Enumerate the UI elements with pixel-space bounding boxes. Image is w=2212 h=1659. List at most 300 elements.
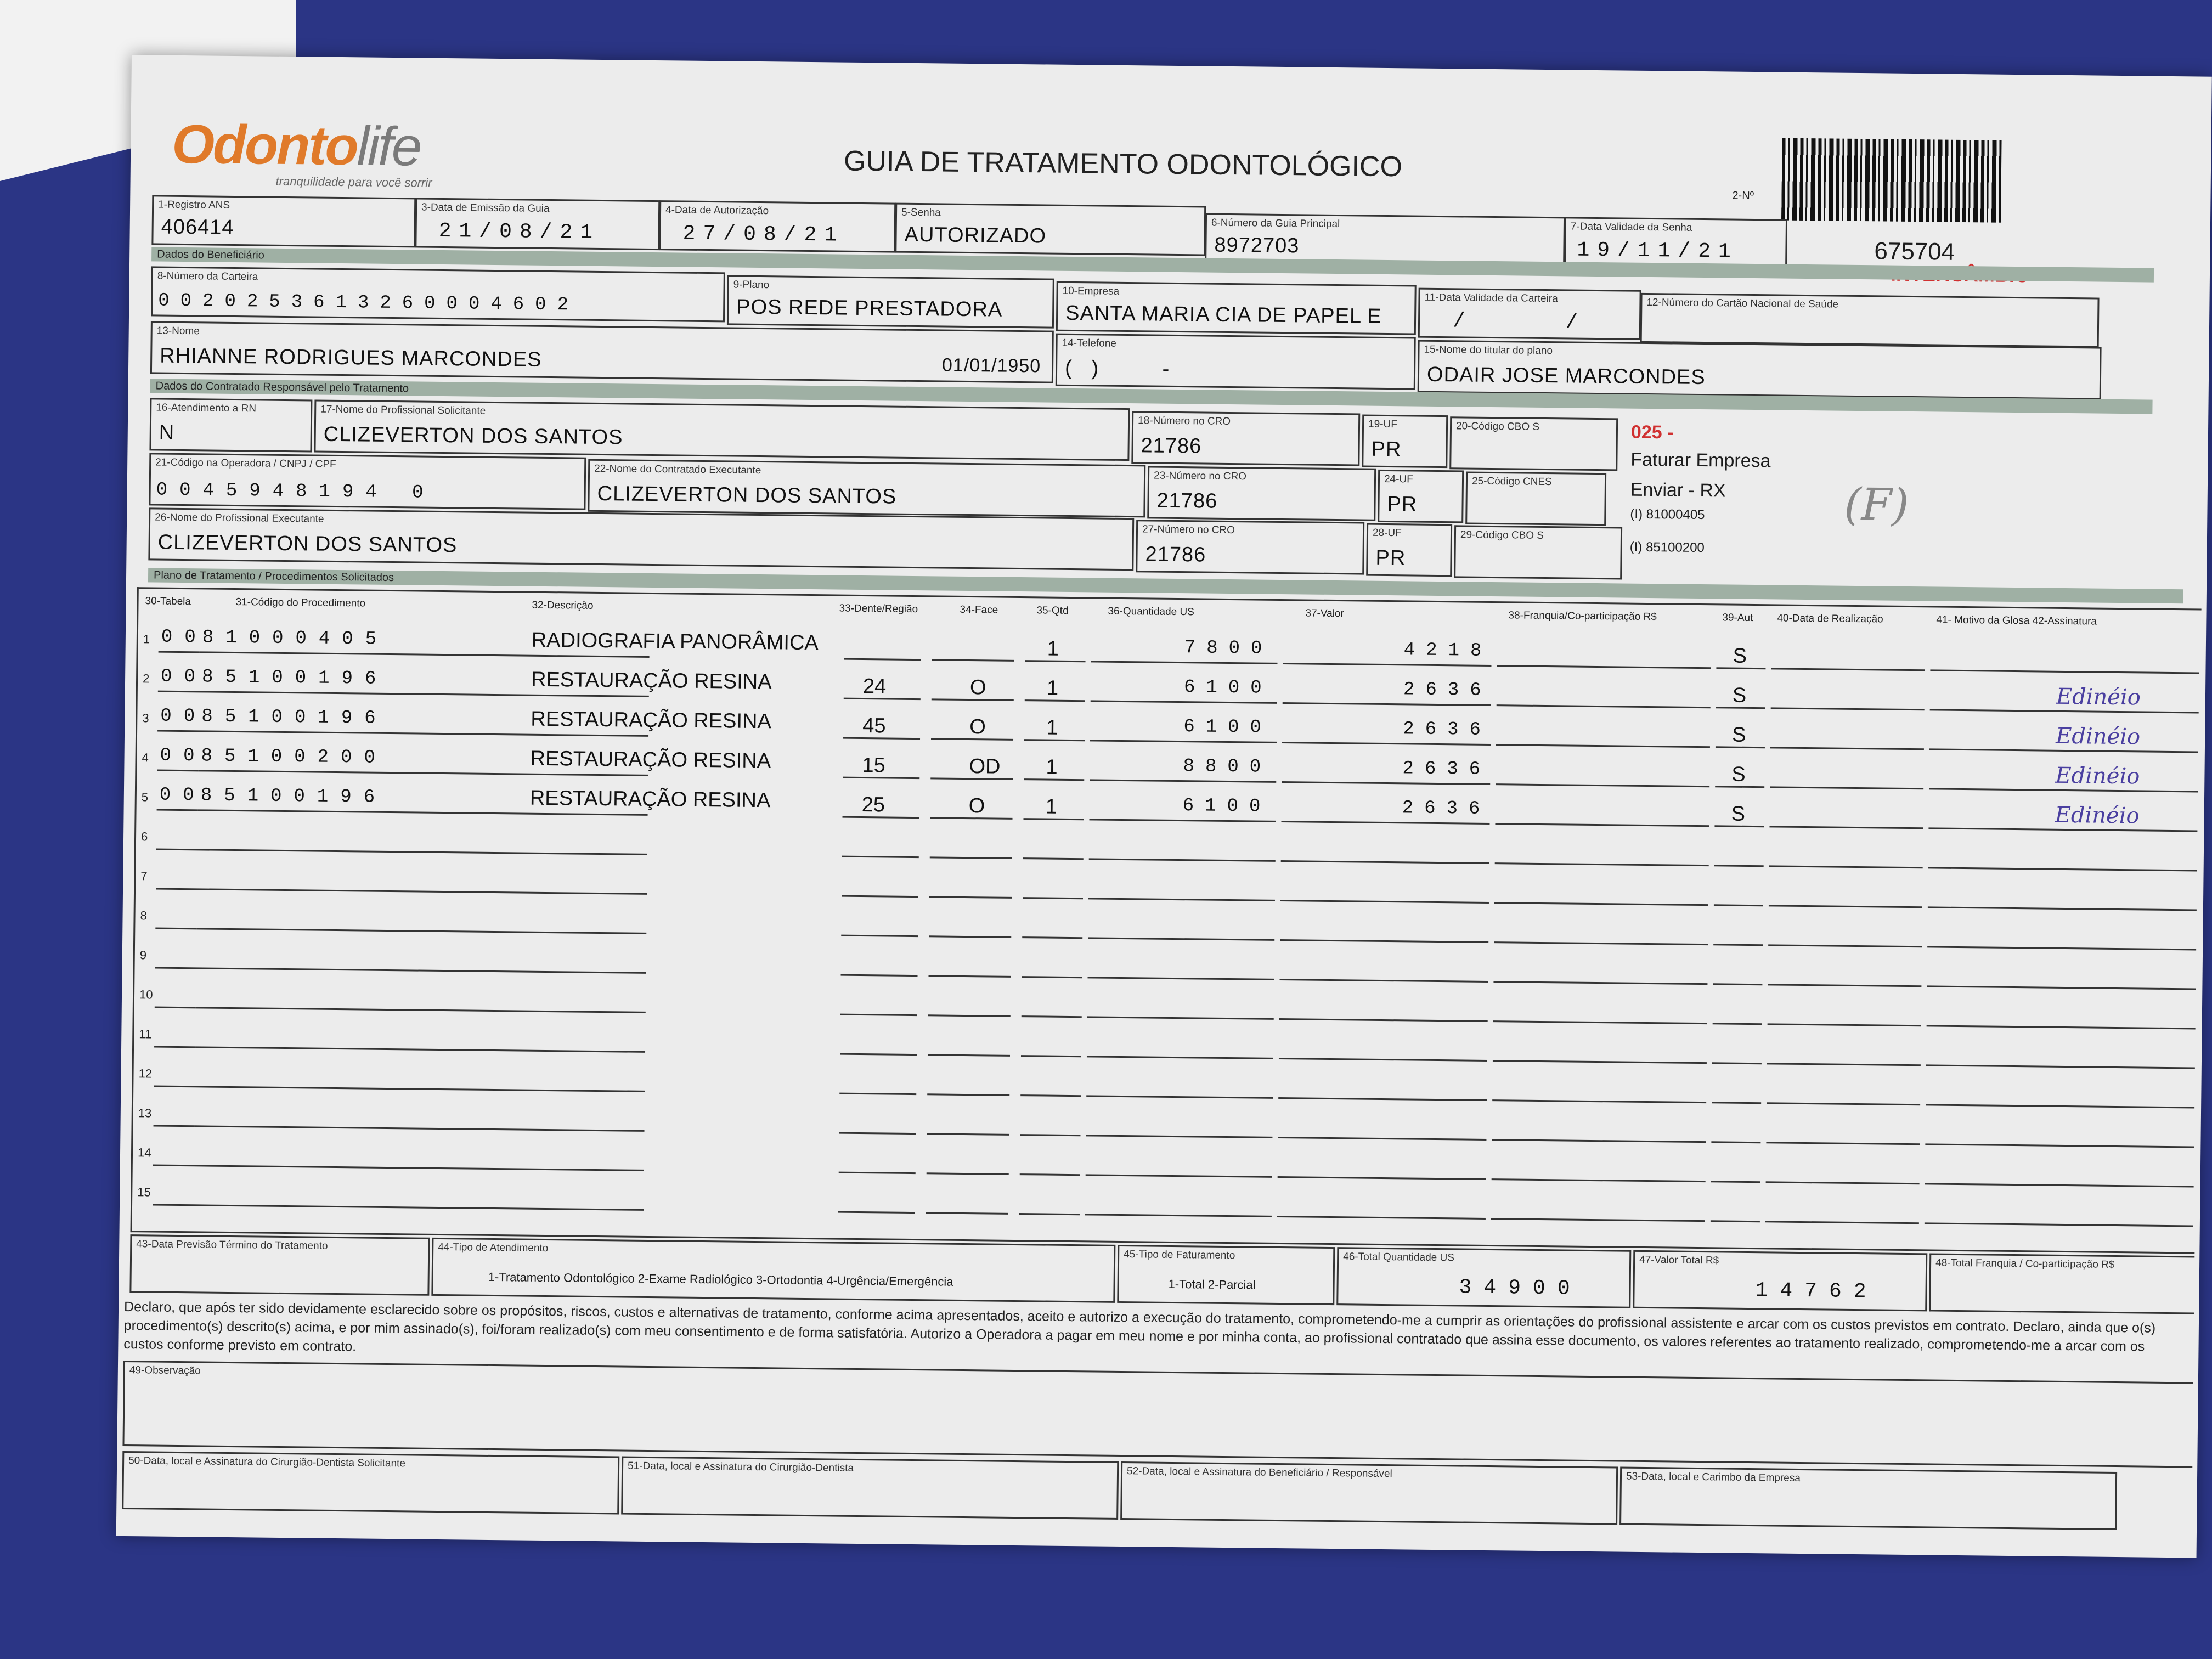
cell-underline xyxy=(1023,857,1084,860)
cell-underline xyxy=(155,1007,196,1009)
cell-codigo: 85100200 xyxy=(201,746,388,769)
field-value: N xyxy=(159,421,175,444)
field-observacao[interactable] xyxy=(122,1361,2193,1468)
field-value: SANTA MARIA CIA DE PAPEL E xyxy=(1065,301,1382,328)
cell-underline xyxy=(1495,862,1709,866)
cell-underline xyxy=(1766,1181,1920,1184)
field-value: 0045948194 0 xyxy=(156,479,436,504)
cell-underline xyxy=(1086,1135,1272,1138)
field-label: 49-Observação xyxy=(129,1364,201,1377)
field-label: 47-Valor Total R$ xyxy=(1639,1254,1719,1267)
cell-underline xyxy=(1713,1023,1762,1025)
cell-qtd: 1 xyxy=(1045,795,1058,819)
barcode xyxy=(1781,138,2002,223)
handwritten-f-mark: (F) xyxy=(1844,478,1910,531)
row-number: 7 xyxy=(140,869,148,883)
cell-underline xyxy=(1712,1102,1761,1104)
cell-valor: 4218 xyxy=(1403,640,1493,662)
field-label: 5-Senha xyxy=(901,206,941,219)
cell-underline xyxy=(1929,788,2198,792)
cell-underline xyxy=(155,928,196,930)
cell-underline xyxy=(153,1165,194,1167)
col-face: 34-Face xyxy=(960,603,998,616)
field-label: 53-Data, local e Carimbo da Empresa xyxy=(1626,1470,1801,1484)
cell-underline xyxy=(1497,704,1711,708)
field-cnpj[interactable] xyxy=(149,453,586,510)
cell-underline xyxy=(842,895,918,898)
cell-codigo: 85100196 xyxy=(200,785,387,808)
cell-underline xyxy=(1020,1173,1080,1176)
cell-underline xyxy=(1496,744,1710,748)
cell-underline xyxy=(1281,860,1489,864)
field-empresa[interactable] xyxy=(1056,281,1417,335)
field-registro-ans[interactable] xyxy=(151,195,416,247)
field-value: 21/08/21 xyxy=(438,219,601,245)
cell-underline xyxy=(841,935,918,937)
field-label: 43-Data Previsão Término do Tratamento xyxy=(136,1238,328,1252)
signature-empresa[interactable] xyxy=(1620,1467,2117,1530)
cell-quantidade-us: 6100 xyxy=(1183,677,1273,699)
cell-underline xyxy=(928,975,1011,978)
field-options: 1-Total 2-Parcial xyxy=(1168,1277,1256,1292)
cell-underline xyxy=(194,1204,644,1211)
cell-underline xyxy=(154,1046,195,1048)
field-contratado-executante[interactable] xyxy=(588,459,1146,518)
col-valor: 37-Valor xyxy=(1305,607,1344,620)
guide-number: 675704 xyxy=(1874,238,1955,266)
col-codigo: 31-Código do Procedimento xyxy=(235,596,366,610)
cell-underline xyxy=(1713,983,1762,985)
field-label: 52-Data, local e Assinatura do Beneficiário / Responsável xyxy=(1126,1465,1392,1480)
field-label: 24-UF xyxy=(1384,473,1413,486)
field-cro-27[interactable] xyxy=(1136,520,1364,574)
field-label: 13-Nome xyxy=(156,325,200,337)
cell-underline xyxy=(1491,1218,1705,1222)
field-label: 25-Código CNES xyxy=(1471,475,1552,488)
cell-underline xyxy=(1281,821,1489,825)
cell-underline xyxy=(1771,668,1925,671)
side-note-line1: Faturar Empresa xyxy=(1630,449,1771,472)
cell-underline xyxy=(157,770,198,772)
cell-qtd: 1 xyxy=(1046,676,1059,700)
cell-aut: S xyxy=(1732,684,1747,707)
field-value: ( ) - xyxy=(1064,356,1170,381)
cell-underline xyxy=(1283,702,1491,706)
cell-dente: 24 xyxy=(862,675,887,698)
cell-underline xyxy=(1925,1143,2194,1148)
field-value: AUTORIZADO xyxy=(904,223,1047,248)
cell-underline xyxy=(929,896,1012,899)
field-label: 8-Número da Carteira xyxy=(157,270,258,283)
cell-underline xyxy=(1766,1142,1920,1145)
field-value: PR xyxy=(1375,546,1406,570)
cell-underline xyxy=(1087,1016,1274,1020)
cell-underline xyxy=(157,809,198,811)
cell-signature: Edinéio xyxy=(2055,802,2140,829)
cell-underline xyxy=(1927,1025,2196,1029)
cell-underline xyxy=(842,856,919,858)
cell-underline xyxy=(1771,707,1925,710)
field-cnes[interactable] xyxy=(1465,472,1606,526)
cell-quantidade-us: 7800 xyxy=(1184,637,1273,659)
cell-underline xyxy=(1714,904,1763,906)
cell-underline xyxy=(1925,1183,2194,1187)
cell-underline xyxy=(1279,1018,1488,1022)
cell-underline xyxy=(838,1211,915,1214)
field-label: 7-Data Validade da Senha xyxy=(1570,221,1692,234)
cell-underline xyxy=(1278,1137,1486,1141)
cell-descricao: RESTAURAÇÃO RESINA xyxy=(531,707,772,733)
field-value: 27/08/21 xyxy=(682,222,845,247)
cell-underline xyxy=(1278,1176,1486,1180)
cell-underline xyxy=(1282,742,1491,746)
cell-underline xyxy=(1713,944,1763,946)
field-telefone[interactable] xyxy=(1056,334,1416,390)
field-total-us[interactable] xyxy=(1336,1247,1631,1308)
field-tipo-atendimento[interactable] xyxy=(431,1238,1115,1303)
cell-underline xyxy=(1277,1216,1486,1220)
field-label: 27-Número no CRO xyxy=(1142,523,1235,537)
cell-underline xyxy=(928,1014,1011,1017)
cell-descricao: RESTAURAÇÃO RESINA xyxy=(531,668,772,694)
cell-underline xyxy=(197,888,647,895)
cell-underline xyxy=(1927,985,2196,990)
field-value: 21786 xyxy=(1145,543,1206,567)
cell-underline xyxy=(1091,700,1277,704)
row-number: 12 xyxy=(138,1066,153,1081)
field-label: 11-Data Validade da Carteira xyxy=(1424,291,1558,305)
row-number: 2 xyxy=(142,672,150,686)
field-carteira[interactable] xyxy=(151,266,725,322)
cell-underline xyxy=(1022,936,1082,939)
cell-valor: 2636 xyxy=(1402,798,1491,820)
cell-qtd: 1 xyxy=(1046,716,1058,740)
field-plano[interactable] xyxy=(727,275,1054,328)
cell-dente: 25 xyxy=(861,793,885,817)
cell-underline xyxy=(1088,898,1275,901)
cell-underline xyxy=(1928,906,2197,911)
logo-tagline: tranquilidade para você sorrir xyxy=(275,174,432,190)
field-cns[interactable] xyxy=(1640,293,2100,348)
cell-underline xyxy=(927,1133,1009,1136)
cell-quantidade-us: 6100 xyxy=(1183,716,1273,738)
cell-face: O xyxy=(968,794,985,818)
cell-dente: 45 xyxy=(862,714,886,738)
cell-underline xyxy=(927,1093,1009,1096)
cell-underline xyxy=(1087,977,1274,980)
cell-underline xyxy=(194,1165,644,1171)
cell-underline xyxy=(1086,1174,1272,1178)
cell-underline xyxy=(1087,1056,1273,1059)
cell-face: OD xyxy=(969,755,1001,778)
field-value: CLIZEVERTON DOS SANTOS xyxy=(597,482,897,509)
field-value: RHIANNE RODRIGUES MARCONDES xyxy=(160,344,542,371)
field-value: POS REDE PRESTADORA xyxy=(736,295,1003,321)
row-number: 4 xyxy=(142,751,149,765)
cell-codigo: 81000405 xyxy=(202,627,389,650)
field-value: PR xyxy=(1387,493,1418,516)
cell-underline xyxy=(839,1132,916,1135)
field-uf-19[interactable] xyxy=(1362,415,1448,469)
field-nome[interactable] xyxy=(150,321,1054,383)
field-label: 4-Data de Autorização xyxy=(665,204,769,217)
cell-underline xyxy=(1492,1139,1706,1143)
cell-underline xyxy=(195,1086,645,1092)
cell-underline xyxy=(1711,1220,1760,1222)
row-number: 3 xyxy=(142,711,149,725)
row-number: 8 xyxy=(140,909,147,923)
cell-underline xyxy=(1930,669,2199,674)
cell-codigo: 85100196 xyxy=(201,706,388,729)
cell-underline xyxy=(1927,946,2196,950)
cell-underline xyxy=(1926,1064,2195,1069)
cell-underline xyxy=(840,1053,917,1056)
cell-descricao: RESTAURAÇÃO RESINA xyxy=(529,786,771,812)
field-label: 16-Atendimento a RN xyxy=(156,402,257,415)
guide-number-label: 2-Nº xyxy=(1732,189,1754,202)
side-note-line3: (I) 81000405 xyxy=(1630,506,1705,523)
field-value: 34900 xyxy=(1459,1276,1582,1301)
signature-cirurgiao[interactable] xyxy=(621,1456,1119,1519)
field-label: 17-Nome do Profissional Solicitante xyxy=(320,403,486,417)
row-number: 10 xyxy=(139,988,153,1002)
cell-underline xyxy=(1088,937,1274,941)
cell-underline xyxy=(196,1007,646,1013)
field-senha[interactable] xyxy=(895,203,1206,256)
col-quantidade-us: 36-Quantidade US xyxy=(1108,605,1194,618)
cell-underline xyxy=(1495,823,1709,827)
logo-brand-suffix: life xyxy=(357,115,421,178)
col-aut: 39-Aut xyxy=(1722,612,1753,624)
cell-aut: S xyxy=(1731,723,1746,747)
col-descricao: 32-Descrição xyxy=(532,599,594,612)
cell-underline xyxy=(1494,902,1708,906)
cell-underline xyxy=(1712,1062,1762,1064)
cell-valor: 2636 xyxy=(1402,758,1492,781)
cell-underline xyxy=(1767,1102,1920,1105)
cell-aut: S xyxy=(1731,763,1746,786)
cell-underline xyxy=(927,1172,1009,1175)
cell-underline xyxy=(1022,1015,1082,1018)
cell-qtd: 1 xyxy=(1046,755,1058,779)
cell-underline xyxy=(1768,984,1921,987)
cell-underline xyxy=(1090,740,1277,743)
field-valor-total[interactable] xyxy=(1633,1250,1927,1312)
cell-underline xyxy=(1090,779,1276,783)
field-label: 44-Tipo de Atendimento xyxy=(438,1241,549,1255)
cell-underline xyxy=(930,856,1012,859)
cell-underline xyxy=(1768,1023,1921,1026)
cell-underline xyxy=(154,1125,195,1127)
field-value: 19/11/21 xyxy=(1577,238,1739,264)
cell-aut: S xyxy=(1733,644,1747,668)
cell-underline xyxy=(1929,748,2198,753)
cell-underline xyxy=(928,1054,1010,1057)
cell-underline xyxy=(1019,1213,1080,1215)
cell-codigo: 85100196 xyxy=(201,667,388,690)
cell-quantidade-us: 8800 xyxy=(1183,756,1272,778)
cell-underline xyxy=(1089,858,1276,862)
birth-date: 01/01/1950 xyxy=(941,354,1041,377)
field-label: 48-Total Franquia / Co-participação R$ xyxy=(1936,1257,2115,1271)
cell-underline xyxy=(1493,981,1707,985)
field-label: 46-Total Quantidade US xyxy=(1343,1251,1455,1264)
field-profissional-solicitante[interactable] xyxy=(314,400,1130,461)
field-uf-28[interactable] xyxy=(1366,523,1452,577)
field-cbo-20[interactable] xyxy=(1449,416,1618,471)
cell-descricao: RESTAURAÇÃO RESINA xyxy=(530,747,771,773)
field-label: 51-Data, local e Assinatura do Cirurgião-Dentista xyxy=(628,1460,854,1474)
cell-underline xyxy=(159,651,200,653)
field-data-emissao[interactable] xyxy=(415,198,660,250)
field-label: 28-UF xyxy=(1372,527,1402,539)
field-value: 0020253613260004602 xyxy=(158,290,580,316)
cell-face: O xyxy=(969,715,986,739)
cell-signature: Edinéio xyxy=(2055,723,2141,750)
cell-descricao: RADIOGRAFIA PANORÂMICA xyxy=(531,628,819,655)
field-value: CLIZEVERTON DOS SANTOS xyxy=(157,531,458,557)
field-label: 21-Código na Operadora / CNPJ / CPF xyxy=(155,456,336,470)
cell-underline xyxy=(1021,1055,1081,1057)
cell-underline xyxy=(1282,781,1490,785)
cell-underline xyxy=(1085,1214,1272,1217)
field-validade-senha[interactable] xyxy=(1564,217,1787,269)
cell-underline xyxy=(840,974,917,977)
field-previsao-termino[interactable] xyxy=(129,1234,430,1296)
cell-underline xyxy=(1768,944,1922,947)
cell-underline xyxy=(196,928,646,934)
field-cro-23[interactable] xyxy=(1147,466,1376,521)
cell-underline xyxy=(840,1014,917,1016)
row-number: 1 xyxy=(143,632,150,646)
field-value: 406414 xyxy=(161,215,234,239)
field-label: 9-Plano xyxy=(733,279,770,291)
cell-underline xyxy=(1714,865,1764,867)
cell-underline xyxy=(1767,1063,1921,1066)
cell-underline xyxy=(1765,1221,1919,1224)
field-atendimento-rn[interactable] xyxy=(149,398,312,452)
cell-underline xyxy=(839,1093,916,1095)
cell-underline xyxy=(156,888,197,890)
cell-valor: 2636 xyxy=(1403,679,1492,702)
cell-underline xyxy=(932,659,1014,662)
field-label: 26-Nome do Profissional Executante xyxy=(155,511,324,525)
row-number: 5 xyxy=(141,790,149,804)
cell-underline xyxy=(156,849,198,851)
cell-underline xyxy=(196,967,646,974)
section-beneficiario: Dados do Beneficiário xyxy=(151,247,2154,282)
field-label: 22-Nome do Contratado Executante xyxy=(594,462,761,477)
signature-solicitante[interactable] xyxy=(122,1451,619,1514)
cell-underline xyxy=(1711,1181,1760,1183)
field-value: PR xyxy=(1371,437,1402,461)
cell-tabela: 00 xyxy=(160,706,207,727)
cell-underline xyxy=(1493,1060,1707,1064)
cell-underline xyxy=(1283,663,1491,667)
cell-underline xyxy=(1770,747,1924,750)
field-profissional-executante[interactable] xyxy=(148,507,1134,571)
cell-underline xyxy=(1494,941,1708,945)
cell-underline xyxy=(1770,786,1923,789)
cell-underline xyxy=(1022,976,1082,978)
cell-underline xyxy=(1279,979,1488,983)
section-contratado: Dados do Contratado Responsável pelo Tratamento xyxy=(150,379,2153,414)
cell-underline xyxy=(926,1212,1008,1215)
cell-face: O xyxy=(969,676,986,699)
cell-underline xyxy=(1926,1104,2194,1108)
cell-tabela: 00 xyxy=(161,627,208,648)
cell-underline xyxy=(1020,1094,1081,1097)
field-label: 20-Código CBO S xyxy=(1455,420,1540,433)
cell-underline xyxy=(1020,1134,1080,1136)
cell-underline xyxy=(929,935,1011,938)
cell-underline xyxy=(1086,1095,1273,1099)
field-label: 15-Nome do titular do plano xyxy=(1424,343,1553,357)
field-label: 1-Registro ANS xyxy=(158,199,230,211)
cell-underline xyxy=(1091,661,1277,664)
form-title: GUIA DE TRATAMENTO ODONTOLÓGICO xyxy=(843,145,1403,183)
cell-underline xyxy=(157,730,199,732)
cell-underline xyxy=(195,1046,645,1053)
col-data-realizacao: 40-Data de Realização xyxy=(1777,612,1883,625)
row-number: 11 xyxy=(139,1027,152,1041)
cell-underline xyxy=(153,1204,194,1206)
cell-signature: Edinéio xyxy=(2055,763,2140,789)
section-plano-tratamento: Plano de Tratamento / Procedimentos Solicitados xyxy=(148,568,2183,603)
field-value: 21786 xyxy=(1156,489,1218,513)
field-uf-24[interactable] xyxy=(1378,470,1464,523)
cell-underline xyxy=(839,1172,916,1174)
cell-underline xyxy=(844,658,921,661)
cell-underline xyxy=(1925,1222,2193,1227)
cell-underline xyxy=(1493,1020,1707,1024)
field-value: 8972703 xyxy=(1214,233,1300,258)
cell-valor: 2636 xyxy=(1403,719,1492,741)
cell-underline xyxy=(1928,867,2197,871)
side-note-line2: Enviar - RX xyxy=(1630,479,1726,501)
col-franquia: 38-Franquia/Co-participação R$ xyxy=(1508,610,1657,623)
field-label: 19-UF xyxy=(1368,418,1397,431)
field-cbo-29[interactable] xyxy=(1454,525,1622,579)
cell-underline xyxy=(155,967,196,969)
field-validade-carteira[interactable] xyxy=(1418,288,1641,340)
field-cro-18[interactable] xyxy=(1131,411,1360,466)
cell-underline xyxy=(1280,939,1488,943)
declaration-text: Declaro, que após ter sido devidamente esclarecido sobre os propósitos, riscos, custos e alternativas de tratamento, conforme acima apresentados, aceito e autorizo a execução do tratamento, comprometendo-me a cumprir as orientações do profissional assistente e arcar com os custos previstos em contrato. Declaro, ainda que o(s) procedimento(s) descrito(s) acima, e por mim assinado(s), foi/foram realizado(s) com meu consentimento e de forma satisfatória. Autorizo a Operadora a pagar em meu nome e por minha conta, ao profissional contratado que assina esse documento, os valores referentes ao tratamento realizado, comprometendo-me a arcar com os custos conforme previsto em contrato. xyxy=(123,1299,2156,1355)
field-total-franquia[interactable] xyxy=(1929,1253,2194,1314)
odontolife-logo xyxy=(171,113,432,190)
cell-tabela: 00 xyxy=(160,666,208,688)
field-label: 18-Número no CRO xyxy=(1138,415,1231,428)
field-data-autorizacao[interactable] xyxy=(659,200,896,253)
field-label: 10-Empresa xyxy=(1062,285,1120,297)
field-tipo-faturamento[interactable] xyxy=(1117,1245,1335,1305)
row-number: 13 xyxy=(138,1106,152,1120)
cell-underline xyxy=(1769,865,1923,868)
cell-underline xyxy=(1769,826,1923,829)
field-titular[interactable] xyxy=(1418,340,2102,400)
dental-treatment-form xyxy=(116,55,2212,1558)
cell-underline xyxy=(158,691,199,693)
cell-aut: S xyxy=(1731,802,1746,826)
cell-underline xyxy=(1711,1141,1760,1143)
cell-tabela: 00 xyxy=(159,785,206,806)
field-value: 14762 xyxy=(1755,1279,1878,1304)
field-label: 3-Data de Emissão da Guia xyxy=(421,201,550,215)
cell-underline xyxy=(1928,827,2197,832)
cell-underline xyxy=(1496,783,1709,787)
signature-beneficiario[interactable] xyxy=(1120,1462,1618,1525)
